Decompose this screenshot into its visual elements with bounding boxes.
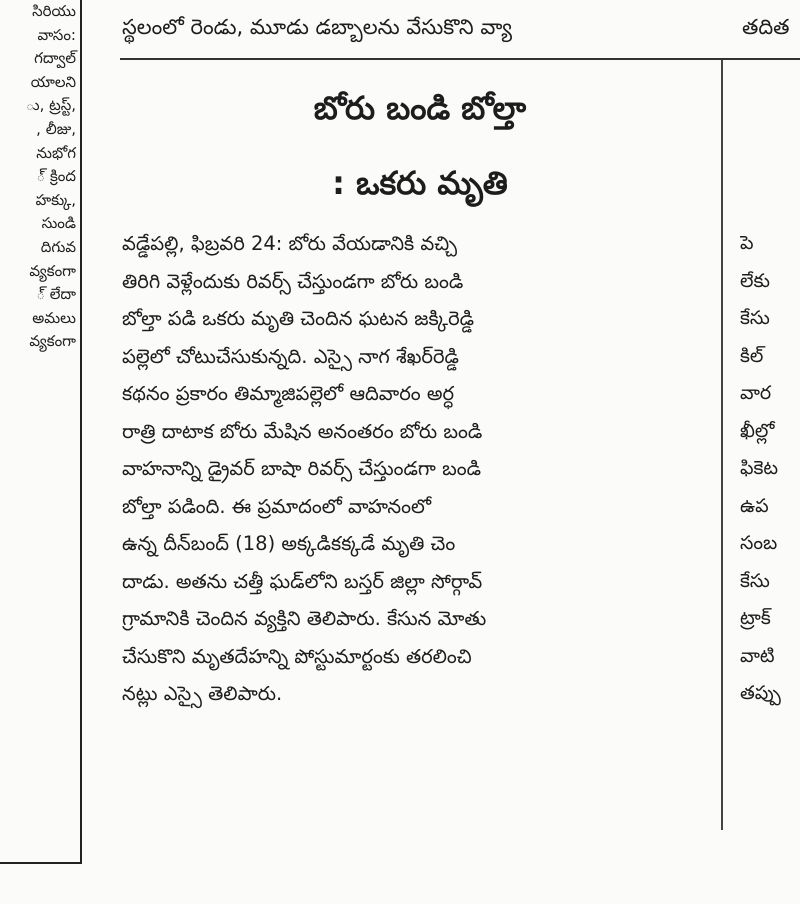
left-fragment-line: గద్వాల్: [34, 49, 76, 68]
article-line: బోల్తా పడింది. ఈ ప్రమాదంలో వాహనంలో: [122, 494, 432, 518]
right-fragment-line: ట్రాక్: [740, 607, 771, 629]
left-fragment-line: అమలు: [32, 308, 76, 327]
top-right-fragment: తదిత: [742, 15, 790, 39]
right-fragment-line: పె: [740, 232, 754, 254]
left-fragment-line: వ్యకంగా: [29, 261, 76, 280]
article-line: బోల్తా పడి ఒకరు మృతి చెందిన ఘటన జక్కిరెడ్డి: [122, 307, 475, 330]
article-line: చేసుకొని మృతదేహన్ని పోస్టుమార్టంకు తరలించి: [122, 644, 472, 668]
left-fragment-line: నుభోగ: [36, 143, 76, 162]
left-fragment-line: వాసం:: [37, 25, 76, 44]
article-line: నట్లు ఎస్సై తెలిపారు.: [122, 682, 283, 705]
article-line: తిరిగి వెళ్లేందుకు రివర్స్ చేస్తుండగా బోరు బండి: [122, 269, 464, 293]
left-column-fragment: [0, 0, 82, 864]
article-line: ఉన్న దీన్‌బంద్ (18) అక్కడికక్కడే మృతి చెం: [122, 532, 456, 555]
article-line: వడ్డేపల్లి, ఫిబ్రవరి 24: బోరు వేయడానికి వచ్చి: [122, 232, 458, 255]
headline-line-1: బోరు బండి బోల్తా: [313, 89, 527, 127]
right-fragment-line: సంబ: [740, 532, 778, 554]
right-fragment-line: కేసు: [740, 569, 770, 592]
left-fragment-line: , లీజు,: [36, 119, 76, 138]
right-fragment-line: తప్పు: [740, 682, 781, 704]
right-fragment-line: ఫికెట: [740, 457, 779, 479]
right-fragment-line: కిల్: [740, 344, 764, 367]
article-line: పల్లెలో చోటుచేసుకున్నది. ఎస్సై నాగ శేఖర్‌రెడ్డి: [122, 344, 459, 368]
right-fragment-line: కేసు: [740, 307, 770, 329]
top-strip-text: స్థలంలో రెండు, మూడు డబ్బాలను వేసుకొని వ్యా: [122, 15, 512, 39]
article-body: [122, 225, 692, 713]
left-fragment-line: యాలని: [30, 72, 76, 91]
article-line: వాహనాన్ని డ్రైవర్ బాషా రివర్స్ చేస్తుండగా బండి: [122, 457, 482, 480]
left-fragment-line: హక్కు,: [35, 190, 76, 209]
article-line: గ్రామానికి చెందిన వ్యక్తిని తెలిపారు. కేసున మోతు: [122, 607, 487, 630]
headline-line-2: : ఒకరు మృతి: [332, 164, 508, 202]
right-column-fragment: [740, 225, 800, 845]
column-divider: [721, 60, 723, 830]
left-fragment-line: ు, ట్రస్ట్,: [25, 96, 76, 115]
left-fragment-line: దిగువ: [40, 237, 76, 256]
right-fragment-line: వార: [740, 382, 772, 404]
article-line: రాత్రి దాటాక బోరు మేషిన అనంతరం బోరు బండి: [122, 419, 483, 443]
left-fragment-line: ్ లేదా: [36, 285, 76, 304]
article-line: కథనం ప్రకారం తిమ్మాజిపల్లెలో ఆదివారం అర్ధ: [122, 382, 455, 405]
right-fragment-line: ఖీల్లో: [740, 419, 775, 442]
right-fragment-line: వాటి: [740, 644, 775, 667]
left-fragment-line: వ్యకంగా: [29, 332, 76, 351]
horizontal-rule: [120, 58, 800, 60]
left-fragment-line: ్ క్రింద: [36, 167, 76, 186]
left-fragment-line: సుండి: [41, 214, 76, 233]
right-fragment-line: ఉప: [740, 494, 769, 517]
article-line: దాడు. అతను చత్తీ ఘడ్‌లోని బస్తర్ జిల్లా సోర్గావ్: [122, 569, 483, 593]
right-fragment-line: లేకు: [740, 269, 770, 292]
left-fragment-line: సిరియు: [32, 2, 76, 20]
